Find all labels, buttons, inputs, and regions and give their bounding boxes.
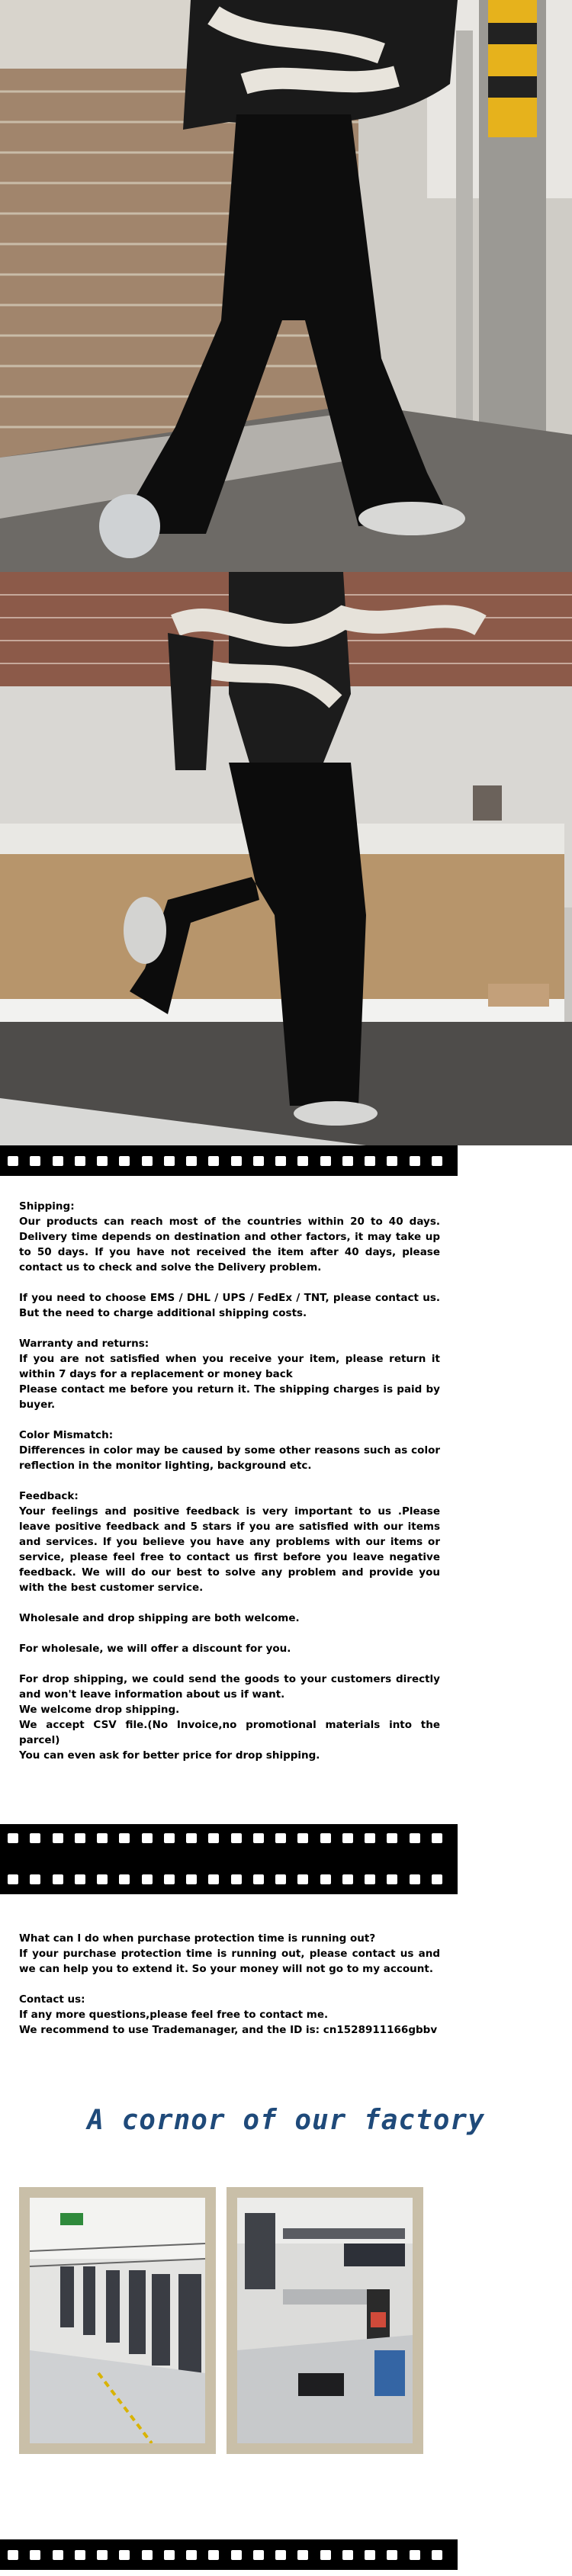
feedback-heading: Feedback: [19, 1490, 79, 1502]
dropship-text-4: You can even ask for better price for drop shipping. [19, 1749, 320, 1762]
contact-heading: Contact us: [19, 1993, 85, 2006]
factory-title: A cornor of our factory [87, 2105, 485, 2136]
contact-text-1: If any more questions,please feel free to contact me. [19, 2009, 329, 2021]
protection-question: What can I do when purchase protection time is running out? [19, 1932, 376, 1945]
warranty-text-2: Please contact me before you return it. The shipping charges is paid by buyer. [19, 1383, 440, 1411]
color-heading: Color Mismatch: [19, 1429, 114, 1441]
film-strip-divider [0, 1824, 458, 1894]
shipping-heading: Shipping: [19, 1200, 75, 1213]
dropship-text-2: We welcome drop shipping. [19, 1704, 180, 1716]
factory-photo-1 [19, 2187, 216, 2454]
wholesale-text-2: For wholesale, we will offer a discount for you. [19, 1643, 291, 1655]
product-photo-1 [0, 0, 572, 572]
contact-text-2: We recommend to use Trademanager, and the ID is: cn1528911166gbbv [19, 2024, 438, 2036]
color-text: Differences in color may be caused by some other reasons such as color reflection in the monitor lighting, background etc. [19, 1444, 440, 1472]
factory-photo-2 [227, 2187, 423, 2454]
dropship-text-1: For drop shipping, we could send the goods to your customers directly and won't leave information about us if want. [19, 1673, 440, 1701]
protection-answer: If your purchase protection time is running out, please contact us and we can help you to extend it. So your money will not go to my account. [19, 1948, 440, 1975]
wholesale-text-1: Wholesale and drop shipping are both welcome. [19, 1612, 300, 1624]
shipping-text-1: Our products can reach most of the countries within 20 to 40 days. Delivery time depends on destination and other factors, it may take up to 50 days. If you have not received the item after 40 days, please contact us to check and solve the Delivery problem. [19, 1216, 440, 1274]
shipping-text-2: If you need to choose EMS / DHL / UPS / FedEx / TNT, please contact us. But the need to charge additional shipping costs. [19, 1292, 440, 1319]
product-photo-2 [0, 572, 572, 1145]
film-strip-divider [0, 2539, 458, 2570]
policy-text [19, 1199, 440, 1763]
dropship-text-3: We accept CSV file.(No Invoice,no promotional materials into the parcel) [19, 1719, 440, 1746]
warranty-text-1: If you are not satisfied when you receive your item, please return it within 7 days for a replacement or money back [19, 1353, 440, 1380]
warranty-heading: Warranty and returns: [19, 1338, 149, 1350]
film-strip-divider [0, 1145, 458, 1176]
feedback-text: Your feelings and positive feedback is very important to us .Please leave positive feedback and 5 stars if you are satisfied with our items and services. If you believe you have any problems with our items or service, please feel free to contact us first before you leave negative feedback. We will do our best to solve any problem and provide you with the best customer service. [19, 1505, 440, 1594]
contact-text [19, 1931, 440, 2038]
